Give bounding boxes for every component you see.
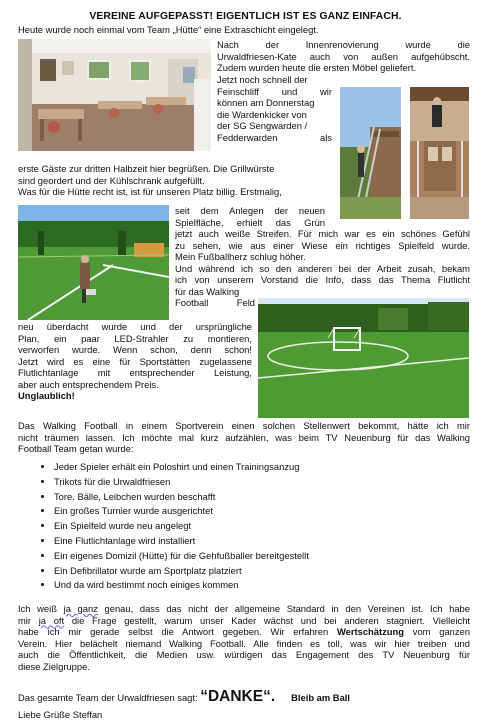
- article-title: VEREINE AUFGEPASST! EIGENTLICH IST ES GANZ EINFACH.: [89, 11, 402, 22]
- text-line: Verein. Hier belächelt niemand Walking Football. Alle finden es toll, was wir hier treiben und: [18, 637, 470, 649]
- paragraph-renovation: [217, 39, 470, 74]
- text-line: für das Walking: [175, 285, 240, 297]
- text-line: aber auch entsprechendem Preis.: [18, 378, 159, 390]
- text-line: nicht träumen lassen. Ich möchte mal kurz aufzählen, was beim TV Neuenburg für das Walking: [18, 431, 470, 443]
- text-line: Jetzt noch schnell der: [217, 74, 308, 85]
- list-item: • Ein großes Turnier wurde ausgerichtet: [54, 505, 484, 517]
- text-line: [18, 603, 470, 615]
- text-line: Jetzt wird es eine für Sportstätten zugelassene: [18, 355, 252, 367]
- unglaublich-heading: Unglaublich!: [18, 390, 75, 401]
- text-fragment: Ich weiß: [18, 603, 64, 614]
- paragraph-floodlight: [18, 321, 252, 402]
- text-line: neu überdacht wurde und der ursprüngliche: [18, 321, 252, 332]
- text-fragment: ja oft: [38, 614, 65, 626]
- text-line: ich von unserem Vorstand die Info, dass das Thema Flutlicht: [175, 274, 470, 285]
- text-line: diese Zielgruppe.: [18, 660, 90, 672]
- list-item: • Jeder Spieler erhält ein Poloshirt und einen Trainingsanzug: [54, 461, 484, 473]
- text-line: Feinschliff und wir: [217, 85, 332, 97]
- interior-photo: [18, 39, 211, 151]
- text-line: [18, 626, 470, 638]
- list-item: • Trikots für die Urwaldfriesen: [54, 476, 484, 488]
- field-marking-photo: [18, 205, 169, 320]
- text-line: der SG Sengwarden /: [217, 120, 308, 131]
- text-line: Football Feld: [175, 297, 255, 308]
- paragraph-closing: [18, 603, 470, 672]
- text-line: Flutlichtanlage mit entsprechender Leistung,: [18, 367, 252, 378]
- text-line: seit dem Anlegen der neuen: [175, 205, 325, 216]
- text-fragment: habe ich mir gerade selbst die Antwort gegeben. Wir erfahren: [18, 626, 337, 637]
- text-line: Das Walking Football in einem Sportverein einen solchen Stellenwert bekommt, hätte ich mir: [18, 420, 470, 431]
- text-fragment: die Frage gestellt, warum unser Kader wächst und bei anderen stagniert. Vielleicht: [64, 614, 471, 626]
- text-line: Zudem wurden heute die ersten Möbel geliefert.: [217, 62, 417, 73]
- list-item: • Ein Defibrillator wurde am Sportplatz platziert: [54, 565, 484, 577]
- list-item: • Tore. Bälle, Leibchen wurden beschafft: [54, 491, 484, 503]
- danke-word: “DANKE“.: [200, 688, 276, 705]
- list-item: • Ein Spielfeld wurde neu angelegt: [54, 520, 484, 532]
- text-line: Football Team getan wurde:: [18, 443, 134, 454]
- painter-photo: [410, 87, 469, 219]
- text-line: Mein Fußballherz schlug höher.: [175, 251, 306, 262]
- list-item: • Und da wird bestimmt noch einiges kommen: [54, 579, 484, 591]
- ladder-photo: [340, 87, 401, 219]
- bleib-am-ball: Bleib am Ball: [291, 692, 350, 703]
- text-line: Fedderwarden als: [217, 131, 332, 143]
- paragraph-field: [175, 205, 470, 309]
- text-line: sind geordert und der Kühlschrank aufgefüllt.: [18, 174, 205, 186]
- text-line: Spielfläche, erhielt das Grün: [175, 216, 325, 228]
- text-fragment: vom ganzen: [404, 626, 470, 637]
- list-item: • Eine Flutlichtanlage wird installiert: [54, 535, 484, 547]
- paragraph-guests: [18, 163, 332, 198]
- text-line: Was für die Hütte recht ist, ist für unseren Platz billig. Erstmalig,: [18, 186, 282, 197]
- text-fragment: genau, dass das nicht der allgemeine Standard in den Vereinen ist. Ich habe: [97, 603, 470, 614]
- signature: Liebe Grüße Steffan: [18, 709, 103, 720]
- text-line: Urwaldfriesen-Kate auch von außen aufgehübscht.: [217, 50, 470, 62]
- text-fragment: mir: [18, 614, 39, 626]
- text-line: auch die Öffentlichkeit, die Medien usw. würdigen das Engagement des TV Neuenburg für: [18, 649, 470, 660]
- paragraph-walking-football: [18, 420, 470, 455]
- text-line: jetzt auch weiße Streifen. Für mich war es ein schönes Gefühl: [175, 228, 470, 239]
- thanks-text: Das gesamte Team der Urwaldfriesen sagt:: [18, 692, 201, 703]
- text-line: Plan, ein paar LED-Strahler zu montieren,: [18, 332, 252, 344]
- text-line: können am Donnerstag: [217, 97, 315, 108]
- text-line: erste Gäste zur dritten Halbzeit hier begrüßen. Die Grillwürste: [18, 163, 275, 174]
- intro-line: Heute wurde noch einmal vom Team „Hütte“ eine Extraschicht eingelegt.: [18, 24, 319, 35]
- text-fragment: ja ganz: [63, 603, 98, 614]
- text-fragment: Wertschätzung: [336, 626, 404, 637]
- text-line: zu sehen, wie aus einer Wiese ein richtiges Spielfeld wurde.: [175, 239, 470, 251]
- text-line: [18, 615, 470, 627]
- list-item: • Ein eigenes Domizil (Hütte) für die Gehfußballer bereitgestellt: [54, 550, 484, 562]
- paragraph-renovation-narrow: [217, 74, 332, 143]
- text-line: Und während ich so den anderen bei der Arbeit zusah, bekam: [175, 262, 470, 274]
- text-line: Nach der Innenrenovierung wurde die: [217, 39, 470, 50]
- text-line: verworfen wurde. Wenn schon, denn schon!: [18, 344, 252, 355]
- goal-field-photo: [258, 298, 469, 418]
- text-line: die Wardenkicker von: [217, 108, 307, 120]
- thanks-line: [18, 688, 470, 707]
- achievements-list: [18, 461, 484, 594]
